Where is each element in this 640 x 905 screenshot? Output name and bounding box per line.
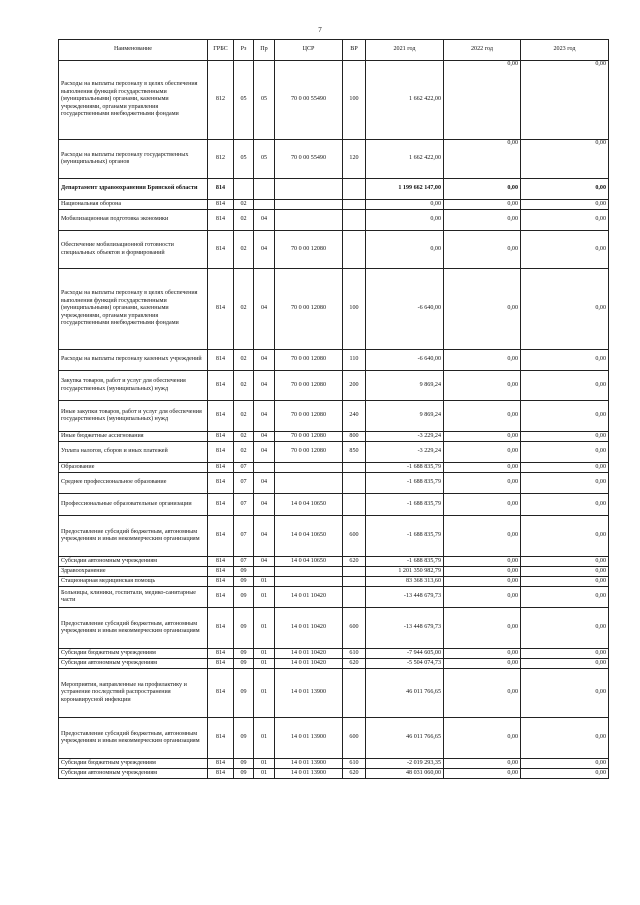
cell-2022: 0,00 (444, 557, 521, 567)
cell-csr (275, 577, 343, 587)
cell-csr: 14 0 01 13900 (275, 669, 343, 718)
cell-rz: 07 (234, 473, 254, 494)
cell-pr: 04 (254, 557, 275, 567)
cell-grbs: 814 (208, 718, 234, 759)
cell-rz: 02 (234, 210, 254, 231)
table-row (59, 587, 609, 608)
table-row (59, 473, 609, 494)
cell-csr: 70 0 00 12080 (275, 371, 343, 401)
cell-2023: 0,00 (521, 269, 609, 350)
cell-2023: 0,00 (521, 669, 609, 718)
cell-2023: 0,00 (521, 210, 609, 231)
cell-name: Расходы на выплаты персоналу государственных (муниципальных) органов (59, 140, 208, 179)
cell-2023: 0,00 (521, 432, 609, 442)
cell-2022: 0,00 (444, 473, 521, 494)
cell-2023: 0,00 (521, 577, 609, 587)
cell-name: Расходы на выплаты персоналу в целях обеспечения выполнения функций государственными (муниципальными) органами, казенными учреждениями, органами управления государственными внебюджетными фондами (59, 269, 208, 350)
cell-2022: 0,00 (444, 608, 521, 649)
cell-2022: 0,00 (444, 179, 521, 200)
cell-rz: 02 (234, 432, 254, 442)
cell-2021: -3 229,24 (366, 432, 444, 442)
table-row (59, 608, 609, 649)
cell-rz: 09 (234, 718, 254, 759)
cell-2022: 0,00 (444, 759, 521, 769)
cell-rz: 09 (234, 577, 254, 587)
cell-2022: 0,00 (444, 442, 521, 463)
header-name: Наименование (59, 40, 208, 61)
cell-grbs: 814 (208, 432, 234, 442)
cell-pr: 04 (254, 350, 275, 371)
cell-csr: 70 0 00 55490 (275, 140, 343, 179)
cell-2023: 0,00 (521, 61, 609, 140)
table-row (59, 567, 609, 577)
cell-vr (343, 179, 366, 200)
cell-2021: -1 688 835,79 (366, 516, 444, 557)
cell-2023: 0,00 (521, 649, 609, 659)
cell-2022: 0,00 (444, 350, 521, 371)
cell-grbs: 814 (208, 649, 234, 659)
cell-pr: 04 (254, 371, 275, 401)
cell-2021: 1 662 422,00 (366, 140, 444, 179)
cell-vr (343, 473, 366, 494)
header-2021: 2021 год (366, 40, 444, 61)
cell-grbs: 814 (208, 759, 234, 769)
cell-pr: 01 (254, 577, 275, 587)
cell-2021: -6 640,00 (366, 350, 444, 371)
cell-vr (343, 231, 366, 269)
cell-vr (343, 567, 366, 577)
cell-pr: 04 (254, 442, 275, 463)
cell-name: Расходы на выплаты персоналу в целях обеспечения выполнения функций государственными (муниципальными) органами, казенными учреждениями, органами управления государственными внебюджетными фондами (59, 61, 208, 140)
cell-csr: 14 0 01 10420 (275, 608, 343, 649)
cell-grbs: 814 (208, 179, 234, 200)
cell-name: Иные закупки товаров, работ и услуг для обеспечения государственных (муниципальных) нужд (59, 401, 208, 432)
cell-name: Предоставление субсидий бюджетным, автономным учреждениям и иным некоммерческим организациям (59, 516, 208, 557)
cell-2022: 0,00 (444, 401, 521, 432)
cell-csr (275, 463, 343, 473)
cell-rz: 09 (234, 649, 254, 659)
cell-grbs: 814 (208, 577, 234, 587)
cell-name: Расходы на выплаты персоналу казенных учреждений (59, 350, 208, 371)
cell-grbs: 814 (208, 200, 234, 210)
cell-rz: 02 (234, 350, 254, 371)
cell-csr: 14 0 01 10420 (275, 649, 343, 659)
cell-name: Субсидии бюджетным учреждениям (59, 649, 208, 659)
cell-2021: 0,00 (366, 231, 444, 269)
cell-grbs: 814 (208, 401, 234, 432)
cell-csr: 70 0 00 12080 (275, 350, 343, 371)
cell-pr: 01 (254, 649, 275, 659)
cell-vr: 800 (343, 432, 366, 442)
cell-name: Больницы, клиники, госпитали, медико-санитарные части (59, 587, 208, 608)
cell-rz: 09 (234, 759, 254, 769)
cell-pr (254, 200, 275, 210)
cell-csr (275, 179, 343, 200)
cell-pr: 04 (254, 401, 275, 432)
cell-vr: 100 (343, 269, 366, 350)
cell-grbs: 814 (208, 210, 234, 231)
cell-2021: -6 640,00 (366, 269, 444, 350)
cell-grbs: 812 (208, 61, 234, 140)
cell-grbs: 812 (208, 140, 234, 179)
cell-pr: 01 (254, 608, 275, 649)
cell-rz: 09 (234, 567, 254, 577)
cell-2023: 0,00 (521, 759, 609, 769)
table-row (59, 210, 609, 231)
cell-pr: 01 (254, 659, 275, 669)
cell-pr: 01 (254, 587, 275, 608)
cell-rz: 02 (234, 371, 254, 401)
cell-vr: 600 (343, 516, 366, 557)
table-row (59, 649, 609, 659)
cell-csr: 14 0 01 13900 (275, 769, 343, 779)
table-row (59, 61, 609, 140)
cell-vr: 620 (343, 557, 366, 567)
cell-name: Образование (59, 463, 208, 473)
cell-2021: -3 229,24 (366, 442, 444, 463)
cell-rz: 09 (234, 608, 254, 649)
cell-grbs: 814 (208, 371, 234, 401)
cell-csr: 70 0 00 12080 (275, 432, 343, 442)
cell-rz (234, 179, 254, 200)
cell-2023: 0,00 (521, 463, 609, 473)
cell-rz: 02 (234, 231, 254, 269)
cell-2023: 0,00 (521, 350, 609, 371)
table-row (59, 269, 609, 350)
cell-rz: 07 (234, 494, 254, 516)
cell-vr (343, 210, 366, 231)
cell-grbs: 814 (208, 473, 234, 494)
cell-grbs: 814 (208, 231, 234, 269)
cell-2022: 0,00 (444, 494, 521, 516)
cell-pr: 04 (254, 432, 275, 442)
cell-2022: 0,00 (444, 210, 521, 231)
page-number: 7 (318, 26, 322, 34)
cell-pr: 04 (254, 473, 275, 494)
cell-name: Мобилизационная подготовка экономики (59, 210, 208, 231)
cell-2022: 0,00 (444, 231, 521, 269)
cell-csr: 14 0 04 10650 (275, 494, 343, 516)
cell-pr: 04 (254, 269, 275, 350)
cell-pr: 05 (254, 140, 275, 179)
cell-rz: 09 (234, 769, 254, 779)
cell-2022: 0,00 (444, 200, 521, 210)
cell-name: Среднее профессиональное образование (59, 473, 208, 494)
cell-pr: 01 (254, 769, 275, 779)
cell-2023: 0,00 (521, 140, 609, 179)
cell-vr: 600 (343, 608, 366, 649)
cell-grbs: 814 (208, 463, 234, 473)
header-pr: Пр (254, 40, 275, 61)
cell-2023: 0,00 (521, 494, 609, 516)
cell-vr: 850 (343, 442, 366, 463)
cell-2023: 0,00 (521, 608, 609, 649)
cell-vr: 110 (343, 350, 366, 371)
cell-rz: 02 (234, 269, 254, 350)
cell-name: Субсидии автономным учреждениям (59, 769, 208, 779)
cell-vr: 610 (343, 759, 366, 769)
cell-pr: 05 (254, 61, 275, 140)
header-rz: Рз (234, 40, 254, 61)
cell-2023: 0,00 (521, 231, 609, 269)
cell-2021: -2 019 293,35 (366, 759, 444, 769)
cell-2022: 0,00 (444, 140, 521, 179)
cell-vr (343, 577, 366, 587)
cell-2021: 9 869,24 (366, 371, 444, 401)
table-row (59, 350, 609, 371)
table-row (59, 442, 609, 463)
cell-2021: 46 011 766,65 (366, 669, 444, 718)
table-row (59, 200, 609, 210)
cell-2022: 0,00 (444, 61, 521, 140)
cell-name: Субсидии автономным учреждениям (59, 557, 208, 567)
header-csr: ЦСР (275, 40, 343, 61)
cell-2021: -13 448 679,73 (366, 608, 444, 649)
cell-2021: 48 031 060,00 (366, 769, 444, 779)
cell-vr (343, 463, 366, 473)
cell-2023: 0,00 (521, 179, 609, 200)
cell-2023: 0,00 (521, 473, 609, 494)
cell-2022: 0,00 (444, 371, 521, 401)
table-row (59, 432, 609, 442)
cell-2021: 1 201 350 982,79 (366, 567, 444, 577)
cell-csr: 14 0 01 10420 (275, 587, 343, 608)
cell-rz: 07 (234, 557, 254, 567)
cell-vr: 600 (343, 718, 366, 759)
header-grbs: ГРБС (208, 40, 234, 61)
cell-name: Стационарная медицинская помощь (59, 577, 208, 587)
cell-2022: 0,00 (444, 432, 521, 442)
cell-vr (343, 200, 366, 210)
cell-vr: 200 (343, 371, 366, 401)
table-row (59, 463, 609, 473)
cell-2021: -13 448 679,73 (366, 587, 444, 608)
cell-vr: 610 (343, 649, 366, 659)
table-row (59, 669, 609, 718)
cell-2022: 0,00 (444, 669, 521, 718)
header-2022: 2022 год (444, 40, 521, 61)
cell-vr (343, 669, 366, 718)
cell-name: Субсидии бюджетным учреждениям (59, 759, 208, 769)
cell-rz: 09 (234, 669, 254, 718)
cell-name: Уплата налогов, сборов и иных платежей (59, 442, 208, 463)
cell-2021: 0,00 (366, 200, 444, 210)
cell-csr: 14 0 04 10650 (275, 516, 343, 557)
cell-rz: 07 (234, 516, 254, 557)
cell-2022: 0,00 (444, 577, 521, 587)
cell-grbs: 814 (208, 350, 234, 371)
cell-csr: 70 0 00 12080 (275, 269, 343, 350)
cell-rz: 02 (234, 200, 254, 210)
cell-csr (275, 473, 343, 494)
cell-vr: 120 (343, 140, 366, 179)
cell-grbs: 814 (208, 567, 234, 577)
cell-csr: 70 0 00 12080 (275, 231, 343, 269)
cell-rz: 02 (234, 442, 254, 463)
cell-pr: 04 (254, 516, 275, 557)
table-row (59, 577, 609, 587)
cell-csr (275, 567, 343, 577)
cell-vr: 240 (343, 401, 366, 432)
cell-pr (254, 567, 275, 577)
cell-2022: 0,00 (444, 649, 521, 659)
cell-2023: 0,00 (521, 442, 609, 463)
cell-2023: 0,00 (521, 371, 609, 401)
cell-2021: -7 944 605,00 (366, 649, 444, 659)
cell-name: Иные бюджетные ассигнования (59, 432, 208, 442)
cell-2022: 0,00 (444, 269, 521, 350)
cell-pr: 04 (254, 210, 275, 231)
cell-rz: 02 (234, 401, 254, 432)
cell-name: Закупка товаров, работ и услуг для обеспечения государственных (муниципальных) нужд (59, 371, 208, 401)
cell-csr: 70 0 00 55490 (275, 61, 343, 140)
cell-csr: 70 0 00 12080 (275, 401, 343, 432)
table-row (59, 179, 609, 200)
cell-pr: 01 (254, 718, 275, 759)
cell-2021: -1 688 835,79 (366, 494, 444, 516)
cell-csr: 14 0 01 10420 (275, 659, 343, 669)
cell-2022: 0,00 (444, 567, 521, 577)
cell-grbs: 814 (208, 442, 234, 463)
table-row (59, 371, 609, 401)
cell-2021: 9 869,24 (366, 401, 444, 432)
table-row (59, 718, 609, 759)
cell-pr: 01 (254, 669, 275, 718)
cell-name: Предоставление субсидий бюджетным, автономным учреждениям и иным некоммерческим организациям (59, 608, 208, 649)
table-header-row (59, 40, 609, 61)
header-vr: ВР (343, 40, 366, 61)
cell-2022: 0,00 (444, 587, 521, 608)
cell-2021: 1 662 422,00 (366, 61, 444, 140)
table-row (59, 231, 609, 269)
cell-2023: 0,00 (521, 401, 609, 432)
cell-grbs: 814 (208, 494, 234, 516)
cell-2021: 83 368 313,60 (366, 577, 444, 587)
table-row (59, 140, 609, 179)
table-row (59, 401, 609, 432)
cell-csr: 14 0 01 13900 (275, 759, 343, 769)
table-row (59, 759, 609, 769)
header-2023: 2023 год (521, 40, 609, 61)
cell-csr (275, 210, 343, 231)
cell-2023: 0,00 (521, 718, 609, 759)
cell-2021: -1 688 835,79 (366, 463, 444, 473)
cell-2023: 0,00 (521, 567, 609, 577)
cell-grbs: 814 (208, 516, 234, 557)
cell-pr: 04 (254, 494, 275, 516)
cell-vr: 620 (343, 769, 366, 779)
cell-rz: 09 (234, 587, 254, 608)
cell-csr: 14 0 01 13900 (275, 718, 343, 759)
cell-name: Предоставление субсидий бюджетным, автономным учреждениям и иным некоммерческим организациям (59, 718, 208, 759)
table-row (59, 659, 609, 669)
table-row (59, 769, 609, 779)
cell-csr: 14 0 04 10650 (275, 557, 343, 567)
cell-csr: 70 0 00 12080 (275, 442, 343, 463)
cell-2023: 0,00 (521, 659, 609, 669)
cell-vr (343, 494, 366, 516)
cell-name: Субсидии автономным учреждениям (59, 659, 208, 669)
cell-2022: 0,00 (444, 769, 521, 779)
cell-name: Обеспечение мобилизационной готовности специальных объектов и формирований (59, 231, 208, 269)
cell-grbs: 814 (208, 608, 234, 649)
cell-grbs: 814 (208, 659, 234, 669)
cell-2021: 1 199 662 147,00 (366, 179, 444, 200)
cell-2023: 0,00 (521, 200, 609, 210)
table-row (59, 516, 609, 557)
cell-csr (275, 200, 343, 210)
table-row (59, 557, 609, 567)
cell-grbs: 814 (208, 557, 234, 567)
cell-grbs: 814 (208, 669, 234, 718)
cell-name: Национальная оборона (59, 200, 208, 210)
cell-2023: 0,00 (521, 587, 609, 608)
table-row (59, 494, 609, 516)
cell-name: Здравоохранение (59, 567, 208, 577)
cell-name: Департамент здравоохранения Брянской области (59, 179, 208, 200)
budget-table (58, 39, 609, 779)
cell-2021: -1 688 835,79 (366, 557, 444, 567)
cell-name: Мероприятия, направленные на профилактику и устранение последствий распространения коронавирусной инфекции (59, 669, 208, 718)
cell-2022: 0,00 (444, 718, 521, 759)
cell-2021: 0,00 (366, 210, 444, 231)
cell-rz: 09 (234, 659, 254, 669)
cell-name: Профессиональные образовательные организации (59, 494, 208, 516)
cell-rz: 05 (234, 61, 254, 140)
cell-rz: 07 (234, 463, 254, 473)
cell-2021: -5 504 074,73 (366, 659, 444, 669)
cell-vr (343, 587, 366, 608)
cell-grbs: 814 (208, 269, 234, 350)
cell-pr (254, 179, 275, 200)
cell-vr: 100 (343, 61, 366, 140)
cell-2022: 0,00 (444, 463, 521, 473)
cell-pr: 04 (254, 231, 275, 269)
cell-2023: 0,00 (521, 516, 609, 557)
cell-pr (254, 463, 275, 473)
cell-2022: 0,00 (444, 659, 521, 669)
cell-2021: -1 688 835,79 (366, 473, 444, 494)
cell-2022: 0,00 (444, 516, 521, 557)
cell-rz: 05 (234, 140, 254, 179)
cell-grbs: 814 (208, 587, 234, 608)
cell-grbs: 814 (208, 769, 234, 779)
cell-vr: 620 (343, 659, 366, 669)
cell-pr: 01 (254, 759, 275, 769)
cell-2023: 0,00 (521, 557, 609, 567)
cell-2021: 46 011 766,65 (366, 718, 444, 759)
cell-2023: 0,00 (521, 769, 609, 779)
